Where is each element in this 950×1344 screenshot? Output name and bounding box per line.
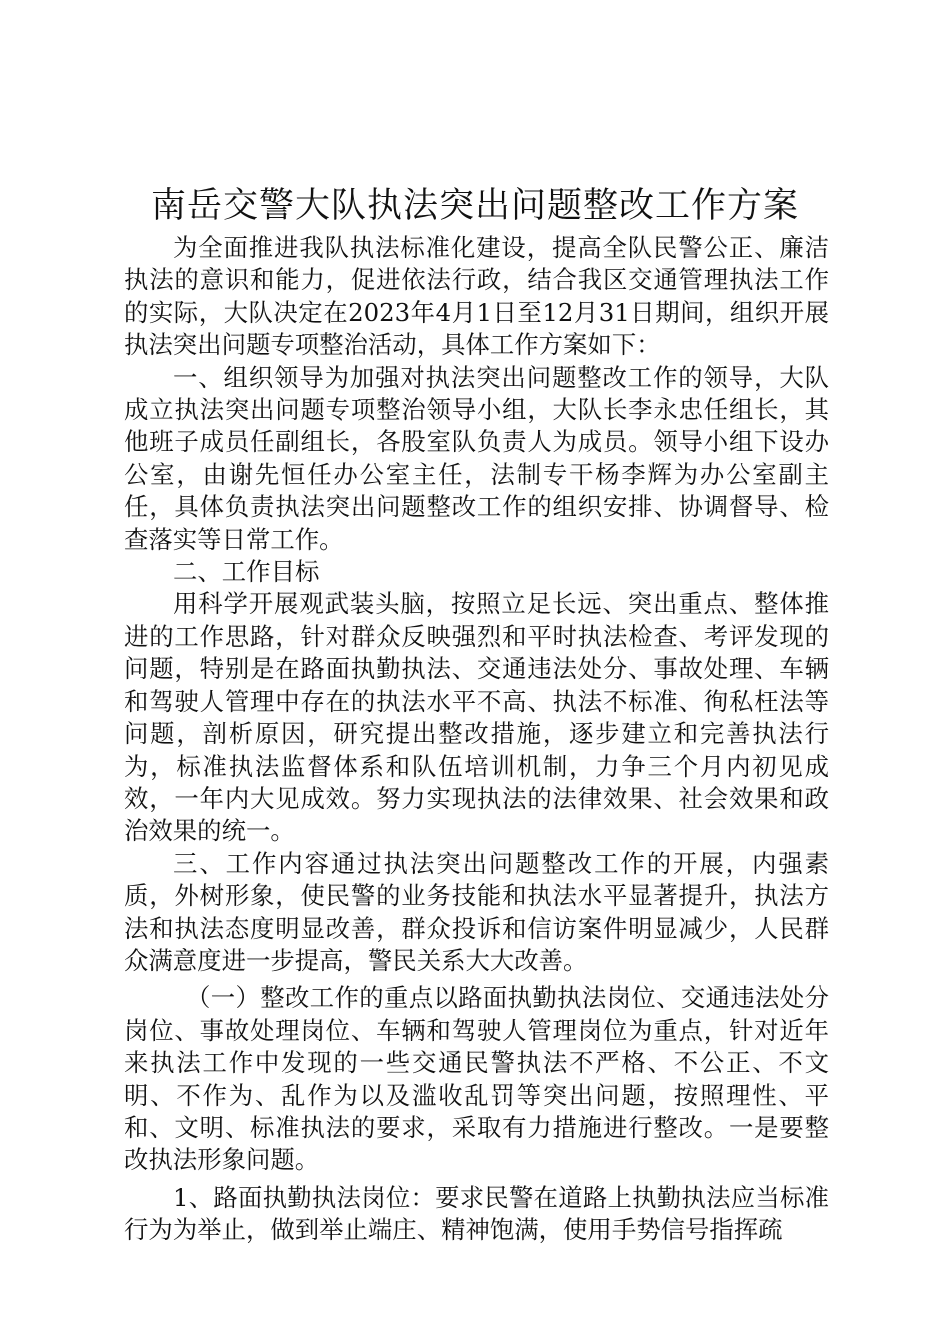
heading-work-goals: 二、工作目标 (173, 557, 320, 587)
paragraph-organization-leadership: 一、组织领导为加强对执法突出问题整改工作的领导，大队成立执法突出问题专项整治领导小组，大队长李永忠任组长，其他班子成员任副组长，各股室队负责人为成员。领导小组下设办公室，由谢先恒任办公室主任，法制专干杨李辉为办公室副主任，具体负责执法突出问题整改工作的组织安排、协调督导、检查落实等日常工作。 (124, 362, 829, 554)
paragraph-road-duty: 1、路面执勤执法岗位：要求民警在道路上执勤执法应当标准行为为举止，做到举止端庄、精神饱满，使用手势信号指挥疏 (124, 1182, 829, 1245)
paragraph-rectification-focus: （一）整改工作的重点以路面执勤执法岗位、交通违法处分岗位、事故处理岗位、车辆和驾驶人管理岗位为重点，针对近年来执法工作中发现的一些交通民警执法不严格、不公正、不文明、不作为、乱作为以及滥收乱罚等突出问题，按照理性、平和、文明、标准执法的要求，采取有力措施进行整改。一是要整改执法形象问题。 (124, 983, 829, 1175)
document-title: 南岳交警大队执法突出问题整改工作方案 (150, 186, 799, 226)
paragraph-intro: 为全面推进我队执法标准化建设，提高全队民警公正、廉洁执法的意识和能力，促进依法行政，结合我区交通管理执法工作的实际，大队决定在2023年4月1日至12月31日期间，组织开展执法突出问题专项整治活动，具体工作方案如下： (124, 233, 829, 360)
paragraph-work-goals: 用科学开展观武装头脑，按照立足长远、突出重点、整体推进的工作思路，针对群众反映强烈和平时执法检查、考评发现的问题，特别是在路面执勤执法、交通违法处分、事故处理、车辆和驾驶人管理中存在的执法水平不高、执法不标准、徇私枉法等问题，剖析原因，研究提出整改措施，逐步建立和完善执法行为，标准执法监督体系和队伍培训机制，力争三个月内初见成效，一年内大见成效。努力实现执法的法律效果、社会效果和政治效果的统一。 (124, 589, 829, 846)
paragraph-work-content: 三、工作内容通过执法突出问题整改工作的开展，内强素质，外树形象，使民警的业务技能和执法水平显著提升，执法方法和执法态度明显改善，群众投诉和信访案件明显减少，人民群众满意度进一步提高，警民关系大大改善。 (124, 848, 829, 975)
document-body (124, 232, 829, 1247)
